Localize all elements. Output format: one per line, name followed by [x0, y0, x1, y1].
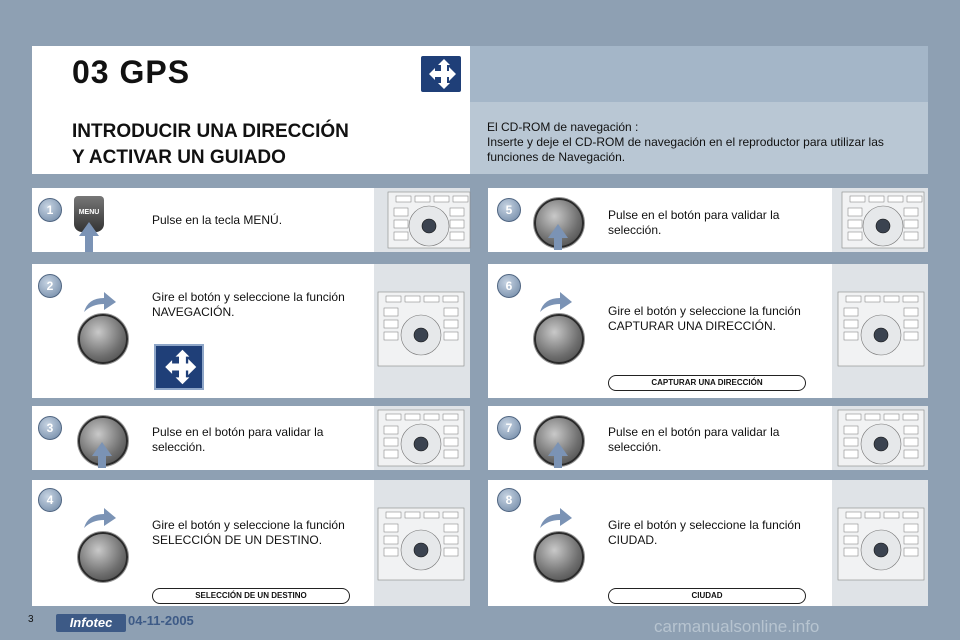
section-heading-line2: Y ACTIVAR UN GUIADO	[72, 147, 286, 168]
radio-photo	[832, 406, 928, 470]
step-instruction: Pulse en el botón para validar la selección.	[152, 425, 324, 454]
rotary-knob-icon	[534, 314, 584, 364]
step-instruction: Gire el botón y seleccione la función NAVEGACIÓN.	[152, 290, 345, 319]
section-heading	[72, 119, 349, 171]
watermark: carmanualsonline.info	[654, 617, 820, 636]
step-instruction: Gire el botón y seleccione la función CIUDAD.	[608, 518, 801, 547]
step-number: 3	[38, 416, 62, 440]
turn-arrow-icon	[538, 506, 574, 530]
radio-photo	[374, 264, 470, 398]
step-instruction: Pulse en el botón para validar la selección.	[608, 208, 780, 237]
cd-rom-note	[487, 120, 917, 165]
brand-logo: Infotec	[56, 614, 126, 632]
navigation-arrows-icon	[154, 344, 204, 390]
page-title: 03 GPS	[72, 54, 191, 90]
step-number: 7	[497, 416, 521, 440]
turn-arrow-icon	[538, 290, 574, 314]
radio-photo	[374, 480, 470, 606]
step-panel-6	[488, 264, 928, 398]
step-number: 1	[38, 198, 62, 222]
turn-arrow-icon	[82, 290, 118, 314]
step-panel-5	[488, 188, 928, 252]
press-arrow-shaft	[98, 454, 106, 468]
step-instruction: Gire el botón y seleccione la función SELECCIÓN DE UN DESTINO.	[152, 518, 345, 547]
step-number: 4	[38, 488, 62, 512]
step-panel-3	[32, 406, 470, 470]
step-instruction: Pulse en la tecla MENÚ.	[152, 213, 283, 227]
step-panel-2	[32, 264, 470, 398]
radio-photo	[374, 188, 470, 252]
radio-photo	[374, 406, 470, 470]
radio-photo	[832, 188, 928, 252]
step-panel-1	[32, 188, 470, 252]
step-number: 2	[38, 274, 62, 298]
menu-option-label: SELECCIÓN DE UN DESTINO	[152, 588, 350, 604]
step-instruction: Gire el botón y seleccione la función CAPTURAR UNA DIRECCIÓN.	[608, 304, 801, 333]
step-number: 6	[497, 274, 521, 298]
step-number: 5	[497, 198, 521, 222]
rotary-knob-icon	[534, 532, 584, 582]
section-heading-line1: INTRODUCIR UNA DIRECCIÓN	[72, 121, 349, 142]
title-bar-map-background	[470, 46, 928, 102]
menu-option-label: CIUDAD	[608, 588, 806, 604]
step-panel-8	[488, 480, 928, 606]
step-panel-4	[32, 480, 470, 606]
navigation-arrows-icon	[421, 56, 461, 92]
press-arrow-shaft	[85, 234, 93, 252]
rotary-knob-icon	[78, 532, 128, 582]
rotary-knob-icon	[78, 314, 128, 364]
menu-option-label: CAPTURAR UNA DIRECCIÓN	[608, 375, 806, 391]
cd-note-title: El CD-ROM de navegación :	[487, 120, 639, 134]
step-number: 8	[497, 488, 521, 512]
print-date: 04-11-2005	[128, 613, 194, 628]
step-instruction: Pulse en el botón para validar la selección.	[608, 425, 780, 454]
cd-note-body: Inserte y deje el CD-ROM de navegación en el reproductor para utilizar las funciones de Navegación.	[487, 135, 884, 164]
radio-photo	[832, 480, 928, 606]
menu-key-icon: MENU	[74, 196, 104, 232]
step-panel-7	[488, 406, 928, 470]
turn-arrow-icon	[82, 506, 118, 530]
page-number: 3	[28, 614, 34, 625]
radio-photo	[832, 264, 928, 398]
press-arrow-shaft	[554, 236, 562, 250]
press-arrow-shaft	[554, 454, 562, 468]
